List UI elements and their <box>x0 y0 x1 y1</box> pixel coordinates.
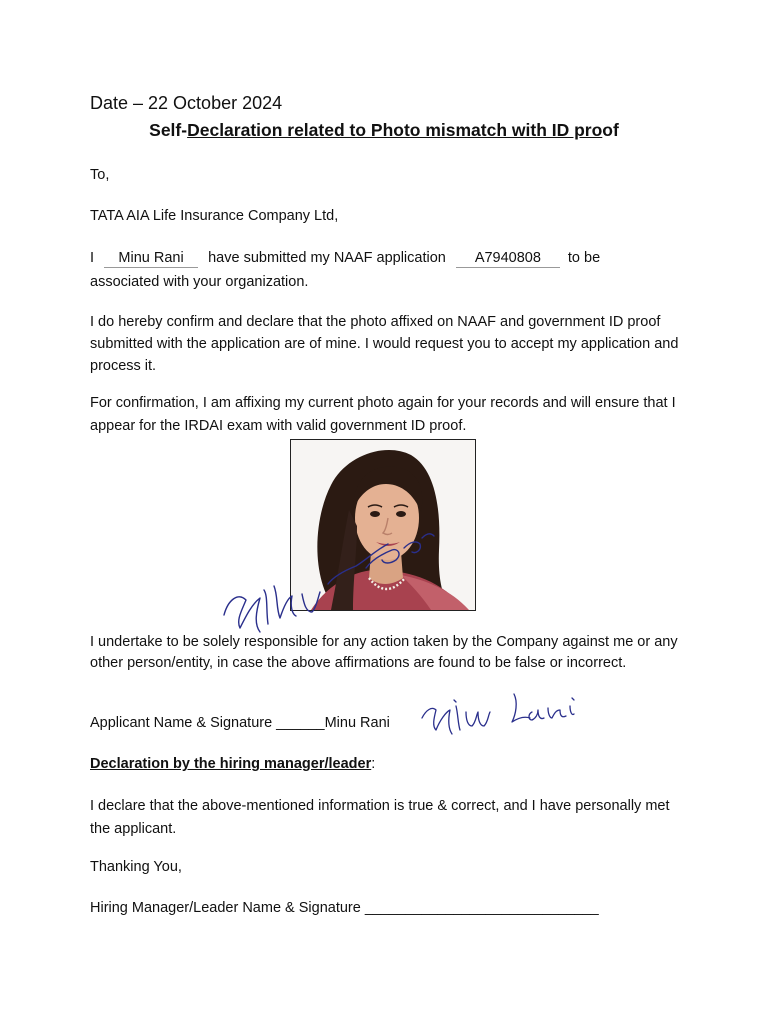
declaration-line-1 <box>90 248 600 268</box>
closing-line: Thanking You, <box>90 859 182 875</box>
company-name: TATA AIA Life Insurance Company Ltd, <box>90 208 339 224</box>
title-prefix: Self- <box>149 120 188 140</box>
text-submitted: have submitted my NAAF application <box>208 250 446 266</box>
salutation: To, <box>90 167 110 183</box>
confirmation-paragraph: I do hereby confirm and declare that the photo affixed on NAAF and government ID proof submitted with the application are of mine. I would request you to accept my application and process it. <box>90 314 679 374</box>
text-i: I <box>90 250 95 266</box>
date-line: Date – 22 October 2024 <box>90 93 283 113</box>
applicant-label: Applicant Name & Signature ______ <box>90 715 325 731</box>
title-underlined: Declaration related to Photo mismatch with ID pro <box>187 120 603 140</box>
application-number-blank: A7940808 <box>456 249 560 268</box>
applicant-name: Minu Rani <box>324 715 390 731</box>
manager-heading-colon: : <box>371 756 376 772</box>
manager-heading-text: Declaration by the hiring manager/leader <box>90 756 372 772</box>
text-to-be: to be <box>567 250 601 266</box>
declaration-line-2: associated with your organization. <box>90 274 309 290</box>
photo-affix-paragraph: For confirmation, I am affixing my current photo again for your records and will ensure that I appear for the IRDAI exam with valid government ID proof. <box>90 395 676 434</box>
manager-declaration-heading <box>90 754 375 774</box>
manager-declaration-paragraph: I declare that the above-mentioned information is true & correct, and I have personally met the applicant. <box>90 798 670 837</box>
undertaking-paragraph: I undertake to be solely responsible for any action taken by the Company against me or any other person/entity, in case the above affirmations are found to be false or incorrect. <box>90 634 678 671</box>
applicant-signature-line <box>90 713 390 733</box>
document-title <box>0 120 768 140</box>
signature-over-photo <box>216 520 446 640</box>
applicant-name-blank: Minu Rani <box>104 249 198 268</box>
manager-signature-line: Hiring Manager/Leader Name & Signature _____________________________ <box>90 900 599 916</box>
title-suffix: of <box>602 120 619 140</box>
applicant-signature <box>418 688 583 744</box>
